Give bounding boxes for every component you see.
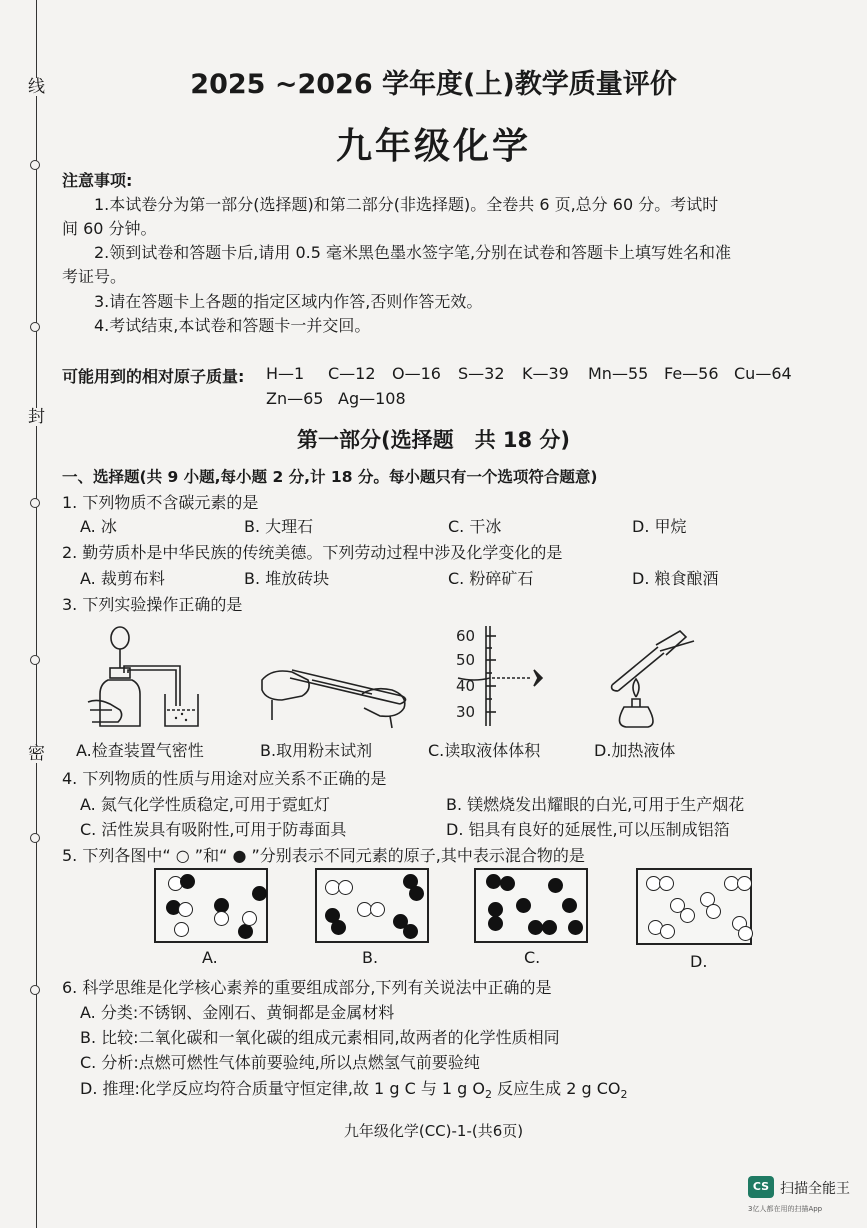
q4-option-b: B. 镁燃烧发出耀眼的白光,可用于生产烟花 bbox=[446, 795, 745, 814]
figure-powder-reagent bbox=[252, 650, 422, 730]
scale-30: 30 bbox=[456, 703, 476, 721]
mass-ag: Ag—108 bbox=[338, 389, 406, 408]
binding-char-xian: 线 bbox=[28, 77, 45, 97]
mass-k: K—39 bbox=[522, 364, 569, 383]
q4-option-a: A. 氮气化学性质稳定,可用于霓虹灯 bbox=[80, 795, 330, 814]
mass-s: S—32 bbox=[458, 364, 505, 383]
q5-figure-d bbox=[636, 868, 752, 945]
figure-airtightness-check bbox=[80, 618, 220, 733]
note-4: 4.考试结束,本试卷和答题卡一并交回。 bbox=[94, 316, 371, 335]
exam-title: 2025 ~2026 学年度(上)教学质量评价 bbox=[190, 69, 677, 100]
q2-option-c: C. 粉碎矿石 bbox=[448, 569, 534, 588]
scanner-logo: CS bbox=[748, 1176, 774, 1198]
figure-cylinder-reading bbox=[450, 622, 570, 732]
note-2: 2.领到试卷和答题卡后,请用 0.5 毫米黑色墨水签字笔,分别在试卷和答题卡上填写姓名和准 bbox=[94, 243, 732, 262]
q2-option-a: A. 裁剪布料 bbox=[80, 569, 165, 588]
notes-heading: 注意事项: bbox=[62, 171, 133, 190]
q5-label-d: D. bbox=[690, 952, 708, 971]
q5-figure-a bbox=[154, 868, 268, 943]
q5-label-a: A. bbox=[202, 948, 218, 967]
q2-option-b: B. 堆放砖块 bbox=[244, 569, 330, 588]
mass-mn: Mn—55 bbox=[588, 364, 649, 383]
q5-figure-c bbox=[474, 868, 588, 943]
q5-stem: 5. 下列各图中“ ○ ”和“ ● ”分别表示不同元素的原子,其中表示混合物的是 bbox=[62, 846, 585, 865]
q6-option-c: C. 分析:点燃可燃性气体前要验纯,所以点燃氢气前要验纯 bbox=[80, 1053, 480, 1072]
binding-char-feng: 封 bbox=[28, 407, 45, 427]
q3-option-b: B.取用粉末试剂 bbox=[260, 741, 373, 760]
binding-line bbox=[36, 0, 37, 1228]
page-footer: 九年级化学(CC)-1-(共6页) bbox=[343, 1122, 524, 1140]
mass-c: C—12 bbox=[328, 364, 376, 383]
note-2-cont: 考证号。 bbox=[62, 267, 127, 286]
q1-option-b: B. 大理石 bbox=[244, 517, 314, 536]
subject-title: 九年级化学 bbox=[335, 126, 531, 167]
binding-char-mi: 密 bbox=[28, 744, 45, 764]
scale-40: 40 bbox=[456, 677, 476, 695]
q5-label-c: C. bbox=[524, 948, 541, 967]
q6-stem: 6. 科学思维是化学核心素养的重要组成部分,下列有关说法中正确的是 bbox=[62, 978, 552, 997]
scale-60: 60 bbox=[456, 627, 476, 645]
binding-hole bbox=[30, 322, 40, 332]
mass-cu: Cu—64 bbox=[734, 364, 792, 383]
scanner-name: 扫描全能王 bbox=[780, 1181, 850, 1197]
q3-stem: 3. 下列实验操作正确的是 bbox=[62, 595, 243, 614]
binding-hole bbox=[30, 985, 40, 995]
figure-heating-liquid bbox=[596, 625, 696, 730]
q1-option-d: D. 甲烷 bbox=[632, 517, 687, 536]
binding-hole bbox=[30, 833, 40, 843]
q4-option-c: C. 活性炭具有吸附性,可用于防毒面具 bbox=[80, 820, 347, 839]
q2-stem: 2. 勤劳质朴是中华民族的传统美德。下列劳动过程中涉及化学变化的是 bbox=[62, 543, 563, 562]
q1-option-a: A. 冰 bbox=[80, 517, 117, 536]
q3-option-a: A.检查装置气密性 bbox=[76, 741, 204, 760]
binding-hole bbox=[30, 655, 40, 665]
q6-option-b: B. 比较:二氧化碳和一氧化碳的组成元素相同,故两者的化学性质相同 bbox=[80, 1028, 560, 1047]
q5-figure-b bbox=[315, 868, 429, 943]
section-heading: 一、选择题(共 9 小题,每小题 2 分,计 18 分。每小题只有一个选项符合题意) bbox=[62, 468, 598, 486]
part1-heading: 第一部分(选择题 共 18 分) bbox=[296, 428, 571, 452]
scale-50: 50 bbox=[456, 651, 476, 669]
note-1-cont: 间 60 分钟。 bbox=[62, 219, 157, 238]
masses-label: 可能用到的相对原子质量: bbox=[62, 367, 245, 386]
q2-option-d: D. 粮食酿酒 bbox=[632, 569, 719, 588]
q3-option-c: C.读取液体体积 bbox=[428, 741, 541, 760]
mass-zn: Zn—65 bbox=[266, 389, 324, 408]
binding-hole bbox=[30, 498, 40, 508]
mass-o: O—16 bbox=[392, 364, 441, 383]
q6-option-d: D. 推理:化学反应均符合质量守恒定律,故 1 g C 与 1 g $O_2$ 反应生成 2 g $CO_2$ bbox=[80, 1079, 628, 1102]
q6-option-a: A. 分类:不锈钢、金刚石、黄铜都是金属材料 bbox=[80, 1003, 395, 1022]
mass-fe: Fe—56 bbox=[664, 364, 719, 383]
mass-h: H—1 bbox=[266, 364, 305, 383]
q4-stem: 4. 下列物质的性质与用途对应关系不正确的是 bbox=[62, 769, 387, 788]
note-3: 3.请在答题卡上各题的指定区域内作答,否则作答无效。 bbox=[94, 292, 483, 311]
scanner-tagline: 3亿人都在用的扫描App bbox=[748, 1205, 823, 1213]
q1-stem: 1. 下列物质不含碳元素的是 bbox=[62, 493, 259, 512]
q1-option-c: C. 干冰 bbox=[448, 517, 502, 536]
q5-label-b: B. bbox=[362, 948, 379, 967]
q3-option-d: D.加热液体 bbox=[594, 741, 676, 760]
q4-option-d: D. 铝具有良好的延展性,可以压制成铝箔 bbox=[446, 820, 730, 839]
note-1: 1.本试卷分为第一部分(选择题)和第二部分(非选择题)。全卷共 6 页,总分 60 分。考试时 bbox=[94, 195, 719, 214]
